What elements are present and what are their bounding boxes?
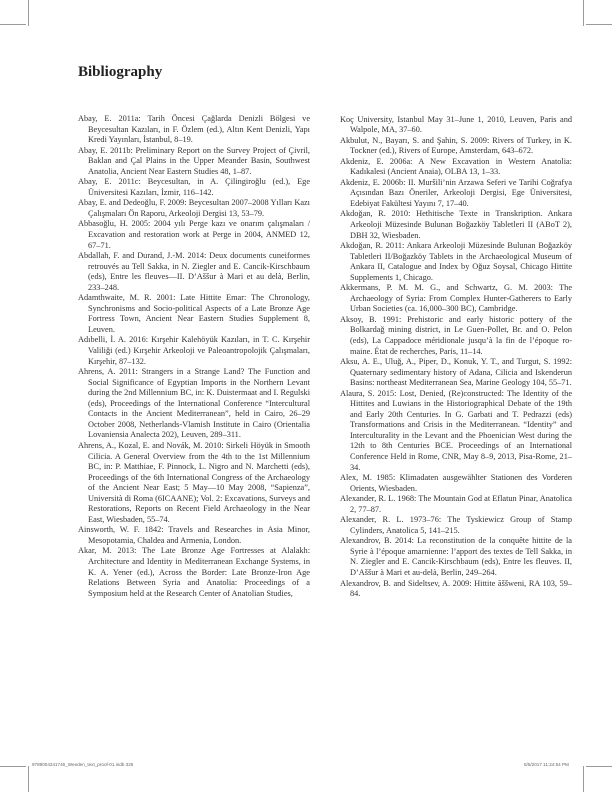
bibliography-right-column <box>340 115 572 600</box>
bibliography-entry: Abay, E. 2011a: Tarih Öncesi Çağlarda Denizli Bölgesi ve Beycesultan Kazıları, in F. Özlem (ed.), Altın Kent Denizli, Yapı Kredi Yayınları, İstanbul, 8–19. <box>78 114 310 145</box>
bibliography-entry: Ahrens, A. 2011: Strangers in a Strange Land? The Function and Social Significance of Egyptian Imports in the Northern Levant during the 2nd Millennium BC, in: K. Duistermaat and I. Regulski (eds), Proceedings of the International Conference “Intercultural Contacts in the Ancient Mediterranean”, held in Cairo, 26–29 October 2008, Netherlands-Vlamish Institute in Cairo (Orientalia Lovaniensia Analecta 202), Leuven, 289–311. <box>78 367 310 440</box>
bibliography-entry: Aksu, A. E., Uluğ, A., Piper, D., Konuk, Y. T., and Turgut, S. 1992: Quaternary sedimentary history of Adana, Cilicia and Iskenderun Basins: northeast Mediterranean Sea, Marine Geology 104, 55–71. <box>340 357 572 388</box>
bibliography-entry: Akdoğan, R. 2010: Hethitische Texte in Transkription. Ankara Arkeoloji Müzesinde Bulunan Boğazköy Tabletleri II (ABoT 2), DBH 32, Wiesbaden. <box>340 209 572 240</box>
bibliography-entry: Alaura, S. 2015: Lost, Denied, (Re)constructed: The Identity of the Hittites and Luwians in the Historiographical Debate of the 19th and Early 20th Centuries. In G. Garbati and T. Pedrazzi (eds) Transformations and Crisis in the Mediterranean. “Identity” and Interculturality in the Levant and the Phoenician West during the 12th to 8th Centuries BCE. Proceedings of an International Conference Held in Rome, CNR, May 8–9, 2013, Pisa-Rome, 21–34. <box>340 388 572 472</box>
bibliography-entry: Akkermans, P. M. M. G., and Schwartz, G. M. 2003: The Archaeology of Syria: From Complex Hunter-Gatherers to Early Urban Societies (ca. 16,000–300 BC), Cambridge. <box>340 283 572 314</box>
bibliography-entry: Alex, M. 1985: Klimadaten ausgewählter Stationen des Vorderen Orients, Wiesbaden. <box>340 473 572 493</box>
bibliography-entry: Alexander, R. L. 1968: The Mountain God at Eflatun Pinar, Anatolica 2, 77–87. <box>340 494 572 514</box>
crop-mark <box>586 766 612 767</box>
bibliography-entry: Alexandrov, B. and Sideltsev, A. 2009: Hittite āššweni, RA 103, 59–84. <box>340 578 572 599</box>
page-title: Bibliography <box>78 64 163 80</box>
bibliography-entry: Adamthwaite, M. R. 2001: Late Hittite Emar: The Chronology, Synchronisms and Socio-political Aspects of a Late Bronze Age Fortress Town, Ancient Near Eastern Studies Supplement 8, Leuven. <box>78 293 310 334</box>
bibliography-entry: Adıbelli, İ. A. 2016: Kırşehir Kalehöyük Kazıları, in T. C. Kırşehir Valiliği (ed.) Kırşehir Arkeoloji ve Paleoantropolojik Çalışmaları, Kırşehir, 87–132. <box>78 335 310 366</box>
bibliography-entry: Akdeniz, E. 2006a: A New Excavation in Western Anatolia: Kadıkalesi (Ancient Anaia), OLBA 13, 1–33. <box>340 156 572 177</box>
bibliography-entry: Akbulut, N., Bayarı, S. and Şahin, S. 2009: Rivers of Turkey, in K. Tockner (ed.), Rivers of Europe, Amsterdam, 643–672. <box>340 135 572 156</box>
crop-mark <box>0 766 26 767</box>
crop-mark <box>28 0 29 26</box>
bibliography-entry: Akdoğan, R. 2011: Ankara Arkeoloji Müzesinde Bulunan Boğazköy Tabletleri II/Boğazköy Tablets in the Archaeological Museum of Ankara II, Catalogue and Index by Oğuz Soysal, Chicago Hittite Supplements 1, Chicago. <box>340 241 572 282</box>
footer-timestamp: 5/5/2017 11:24:54 PM <box>524 762 569 767</box>
bibliography-entry: Akdeniz, E. 2006b: II. Muršili’nin Arzawa Seferi ve Tarihi Coğrafya Açısından Bazı Öneriler, Arkeoloji Dergisi, Ege Üniversitesi, Edebiyat Fakültesi Yayını 7, 17–40. <box>340 177 572 208</box>
bibliography-entry: Ainsworth, W. F. 1842: Travels and Researches in Asia Minor, Mesopotamia, Chaldea and Armenia, London. <box>78 525 310 545</box>
footer-file-name: 9789004341746_Weeden_text_proof-01.indb 325 <box>32 762 134 767</box>
bibliography-entry: Akar, M. 2013: The Late Bronze Age Fortresses at Alalakh: Architecture and Identity in Mediterranean Exchange Systems, in K. A. Yener (ed.), Across the Border: Late Bronze-Iron Age Relations Between Syria and Anatolia: Proceedings of a Symposium held at the Research Center of Anatolian Studies, <box>78 546 310 598</box>
bibliography-left-column <box>78 114 310 599</box>
bibliography-entry: Alexandrov, B. 2014: La reconstitution de la conquête hittite de la Syrie à l’époque amarnienne: l’apport des textes de Tell Sakka, in N. Ziegler and E. Cancik-Kirschbaum (eds), Entre les fleuves. II, D’Aššur à Mari et au-delà, Berlin, 249–264. <box>340 536 572 578</box>
crop-mark <box>583 766 584 792</box>
bibliography-entry: Alexander, R. L. 1973–76: The Tyskiewicz Group of Stamp Cylinders, Anatolica 5, 141–215. <box>340 515 572 535</box>
bibliography-entry: Abay, E. 2011c: Beycesultan, in A. Çilingiroğlu (ed.), Ege Üniversitesi Kazıları, İzmir, 116–142. <box>78 177 310 197</box>
bibliography-entry: Abay, E. 2011b: Preliminary Report on the Survey Project of Çivril, Baklan and Çal Plains in the Upper Meander Basin, Southwest Anatolia, Ancient Near Eastern Studies 48, 1–87. <box>78 145 310 176</box>
bibliography-entry: Abdallah, F. and Durand, J.-M. 2014: Deux documents cuneiformes retrouvés au Tell Sakka, in N. Ziegler and E. Cancik-Kirschbaum (eds), Entre les fleuves—II. D’Aššur à Mari et au delà, Berlin, 233–248. <box>78 251 310 292</box>
bibliography-entry: Ahrens, A., Kozal, E. and Novák, M. 2010: Sirkeli Höyük in Smooth Cilicia. A General Overview from the 4th to the 1st Millennium BC, in: P. Matthiae, F. Pinnock, L. Nigro and N. Marchetti (eds), Proceedings of the 6th International Congress of the Archaeology of the Ancient Near East; 5 May—10 May 2008, “Sapienza”, Università di Roma (6ICAANE); Vol. 2: Excavations, Surveys and Restorations, Reports on Recent Field Archaeology in the Near East, Wiesbaden, 55–74. <box>78 440 310 524</box>
crop-mark <box>586 24 612 25</box>
bibliography-entry: Aksoy, B. 1991: Prehistoric and early historic pottery of the Bolkardağ mining district, in Le Guen-Pollet, Br. and O. Pelon (eds), La Cappadoce méridionale jusqu’à la fin de l’époque romaine. État de recherches, Paris, 11–14. <box>340 314 572 356</box>
bibliography-entry: Abay, E. and Dedeoğlu, F. 2009: Beycesultan 2007–2008 Yılları Kazı Çalışmaları Ön Raporu, Arkeoloji Dergisi 13, 53–79. <box>78 198 310 218</box>
crop-mark <box>28 766 29 792</box>
crop-mark <box>0 24 26 25</box>
bibliography-entry-continued: Koç University, Istanbul May 31–June 1, 2010, Leuven, Paris and Walpole, MA, 37–60. <box>340 114 572 135</box>
bibliography-entry: Abbasoğlu, H. 2005: 2004 yılı Perge kazı ve onarım çalışmaları / Excavation and restoration work at Perge in 2004, ANMED 12, 67–71. <box>78 219 310 250</box>
crop-mark <box>583 0 584 26</box>
